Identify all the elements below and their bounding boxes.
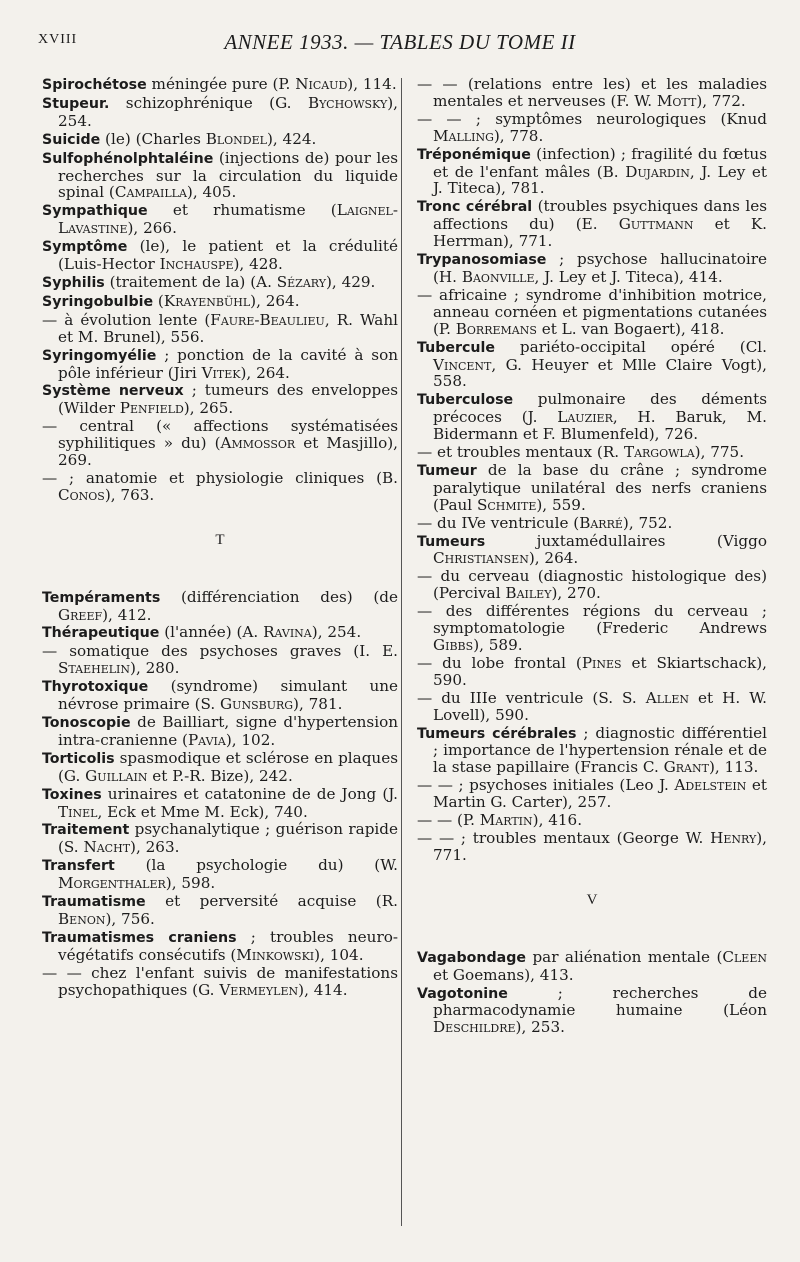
entry-reference: ), 559. [536,495,586,514]
entry-headword: Tubercule [417,339,495,356]
entry-text: urinaires et catatonine de de Jong (J. [101,784,398,803]
index-entry [42,312,398,346]
entry-reference: ), 752. [622,513,673,532]
entry-author: Lauzier [557,408,613,427]
entry-text: psychanalytique ; guérison rapide (S. [58,820,398,857]
entry-author: Ammossor [220,434,296,453]
entry-headword: Thyrotoxique [42,679,149,696]
entry-author: Laignel-Lavastine [58,201,398,238]
index-entry [42,750,398,785]
entry-text: ; diagnostic différentiel ; importance de l'hypertension rénale et de la stase papillaire (Francis C. [433,723,767,777]
entry-author: Nacht [83,838,131,857]
entries-t-continued-block [417,76,767,864]
entry-headword: Traitement [42,822,130,839]
entry-reference: ), 412. [102,605,152,624]
index-entry [42,714,398,749]
entry-headword: Tumeur [417,462,477,479]
entry-reference: ), 254. [58,93,398,130]
index-entry [417,515,767,532]
entry-author: Borremans [455,319,537,338]
entry-headword: Sympathique [42,203,148,220]
entry-author: Gibbs [433,636,474,654]
entry-text: de la base du crâne ; syndrome paralytique unilatéral des nerfs craniens (Paul [433,460,767,514]
entry-author: Conos [58,485,105,504]
entry-headword: Vagotonine [417,985,508,1002]
entry-author: Gunsburg [220,695,294,714]
entry-text: (infection) ; fragilité du fœtus et de l'enfant mâles (B. [433,144,767,181]
entry-reference: et Masjillo), 269. [58,434,398,470]
entry-reference: ), 113. [708,758,759,777]
entries-v-block [417,949,767,1037]
index-entry [417,111,767,145]
entry-headword: Sulfophénolphtaléine [42,150,214,167]
entry-author: Penfield [119,399,184,418]
entry-reference: ), 763. [104,485,155,504]
entry-author: Inchauspe [159,255,234,274]
entry-text: — des différentes régions du cerveau ; symptomatologie (Frederic Andrews [417,602,767,638]
section-letter-t: T [215,531,225,548]
entry-text: (différenciation des) (de [160,587,398,606]
left-column [42,76,398,1000]
entry-author: Mott [656,91,697,110]
entry-headword: Tuberculose [417,392,514,409]
entry-reference: ), 775. [694,443,745,462]
index-entry [417,568,767,602]
entry-reference: ), 405. [186,183,237,202]
entry-reference: ), 428. [233,255,283,274]
entry-reference: ), 589. [473,636,523,654]
entry-text: — — ; psychoses initiales (Leo J. [417,776,675,795]
entry-reference: et K. Herrman), 771. [433,215,767,251]
index-entry [417,725,767,777]
entry-headword: Torticolis [42,750,115,767]
entry-author: Pines [581,653,622,672]
entry-author: Cleen [722,947,767,966]
entry-headword: Symptôme [42,239,128,256]
index-entry [417,339,767,391]
right-column [417,76,767,1037]
entry-text: et rhumatisme ( [147,201,337,220]
entries-t-block [42,589,398,999]
entry-reference: , G. Heuyer et Mlle Claire Vogt), 558. [433,355,767,391]
index-entry [417,812,767,829]
entry-author: Vitek [201,363,241,382]
entry-headword: Syphilis [42,274,105,291]
entry-text: de Bailliart, signe d'hypertension intra-cranienne ( [58,713,398,749]
entry-text: schizophrénique (G. [109,93,308,112]
entry-author: Blondel [205,129,267,148]
entry-reference: et H. W. Lovell), 590. [433,688,767,724]
entry-reference: ), 416. [532,811,583,830]
entry-headword: Vagabondage [417,949,527,966]
entry-author: Henry [710,828,757,847]
entry-author: Grant [663,758,709,777]
entry-headword: Tronc cérébral [417,199,533,216]
entry-reference: ), 771. [433,828,767,864]
entry-text: pariéto-occipital opéré (Cl. [495,337,767,356]
column-divider [401,78,402,1226]
index-entry [417,146,767,198]
entry-author: Faure-Beaulieu [210,310,325,329]
page-header [38,30,762,60]
index-entry [417,985,767,1037]
index-entry [417,830,767,864]
entry-text: — — chez l'enfant suivis de manifestations psychopathiques (G. [42,963,398,999]
entry-text: (le) (Charles [100,129,206,148]
entry-text: juxtamédullaires (Viggo [485,531,767,550]
entry-author: Ravina [263,623,312,642]
entry-text: (l'année) (A. [159,623,264,642]
entry-text: — et troubles mentaux (R. [417,443,624,462]
entry-text: ; ponction de la cavité à son pôle inférieur (Jiri [58,345,398,382]
entry-text: — du lobe frontal ( [417,653,582,672]
entry-text: — du IVe ventricule ( [417,513,580,532]
entry-reference: , Eck et Mme M. Eck), 740. [97,802,308,821]
entry-author: Guillain [85,766,148,785]
index-entry [417,777,767,811]
entry-text: et perversité acquise (R. [145,892,398,911]
entry-reference: ), 280. [130,659,180,678]
entry-author: Bailey [505,584,552,603]
entry-author: Krayenbühl [163,291,251,310]
entry-reference: , H. Baruk, M. Bidermann et F. Blumenfeld), 726. [433,408,767,444]
index-entry [42,857,398,892]
entry-author: Martin [479,811,533,830]
entry-headword: Tumeurs [417,533,486,550]
entry-reference: ), 264. [240,363,290,382]
index-entry [417,690,767,724]
entry-author: Allen [645,688,689,707]
entry-headword: Suicide [42,131,101,148]
entry-reference: ), 264. [250,291,300,310]
index-entry [42,202,398,237]
index-entry [417,655,767,689]
entry-author: Guttmann [618,215,694,234]
entry-text: par aliénation mentale ( [526,947,723,966]
entry-text: — central (« affections systématisées syphilitiques » du) ( [42,417,398,453]
index-entry [42,347,398,382]
index-entry [42,678,398,713]
entry-reference: , J. Ley et J. Titeca), 781. [433,162,768,198]
entry-reference: ), 265. [183,399,234,418]
entry-text: ; tumeurs des enveloppes (Wilder [58,381,398,418]
index-entry [42,965,398,999]
index-entry [42,821,398,856]
entry-reference: ), 598. [165,874,216,893]
index-entry [417,603,767,654]
entry-headword: Tréponémique [417,146,531,163]
entry-author: Malling [433,126,494,145]
index-entry [42,238,398,273]
entry-author: Minkowski [236,945,315,964]
entry-reference: et L. van Bogaert), 418. [536,319,725,338]
entry-text: ; psychose hallucinatoire (H. [433,250,767,286]
entry-text: — du IIIe ventricule (S. S. [417,688,646,707]
entry-headword: Tumeurs cérébrales [417,725,577,742]
entry-author: Adelstein [674,776,747,795]
entry-headword: Toxines [42,786,102,803]
entry-headword: Thérapeutique [42,625,160,642]
entry-text: (le), le patient et la crédulité (Luis-Hector [58,237,398,274]
entry-reference: ), 102. [225,730,276,749]
index-entry [42,643,398,677]
entry-reference: ), 781. [293,695,343,714]
entry-author: Vermeylen [219,980,299,999]
entry-reference: ), 778. [493,126,544,145]
index-entry [42,418,398,469]
entry-text: — — ; troubles mentaux (George W. [417,828,711,847]
entry-text: — africaine ; syndrome d'inhibition motrice, anneau cornéen et pigmentations cutanées (P. [417,285,767,338]
entry-text: (injections de) pour les recherches sur la circulation du liquide spinal ( [58,148,398,202]
index-entry [42,470,398,504]
index-entry [42,131,398,149]
index-entry [417,287,767,338]
entry-author: Bychowsky [307,93,388,112]
entry-text: — ; anatomie et physiologie cliniques (B. [42,468,398,487]
entry-headword: Syringomyélie [42,347,157,364]
entry-reference: , R. Wahl et M. Brunel), 556. [58,310,398,346]
entry-author: Campailla [114,183,187,202]
entry-author: Baonville [461,267,535,286]
entry-reference: ), 253. [515,1018,565,1037]
index-entry [42,95,398,130]
entry-author: Nicaud [295,75,348,93]
entry-author: Targowla [623,443,695,462]
index-entry [417,198,767,250]
index-entry [417,462,767,514]
entry-author: Dujardin [625,162,690,181]
index-entry [417,251,767,286]
entry-text: (syndrome) simulant une névrose primaire (S. [58,677,398,714]
entry-headword: Traumatismes craniens [42,929,237,946]
entry-text: — à évolution lente ( [42,310,211,329]
index-entry [42,76,398,94]
entry-text: — — (P. [417,811,480,830]
index-entry [42,150,398,202]
entry-headword: Traumatisme [42,894,146,911]
entry-author: Staehelin [58,659,131,678]
entry-author: Sézary [276,272,326,291]
index-entry [417,949,767,984]
section-letter-v: V [586,891,598,908]
running-title: ANNEE 1933. — TABLES DU TOME II [224,30,576,54]
entry-text: ; troubles neuro-végétatifs consécutifs ( [58,927,398,964]
entry-text: pulmonaire des déments précoces (J. [433,390,767,427]
entry-reference: et Martin G. Carter), 257. [433,776,768,812]
entry-text: (la psychologie du) (W. [114,856,398,875]
entry-author: Pavia [187,730,226,749]
entry-text: — — (relations entre les) et les maladies mentales et nerveuses (F. W. [417,75,767,110]
entry-author: Barré [579,513,623,532]
entry-author: Benon [58,909,106,928]
entry-headword: Spirochétose [42,77,147,93]
index-entry [42,382,398,417]
entry-reference: ), 263. [130,838,180,857]
entry-text: ( [153,291,164,310]
entry-reference: et P.-R. Bize), 242. [147,766,293,785]
entries-s-block [42,76,398,504]
entry-author: Schmite [476,495,537,514]
entry-reference: ), 254. [311,623,362,642]
entry-text: — du cerveau (diagnostic histologique des) (Percival [417,567,767,603]
entry-reference: ), 772. [696,91,746,110]
entry-text: (troubles psychiques dans les affections du) (E. [433,197,767,234]
entry-author: Tinel [58,802,98,821]
entry-reference: ), 114. [347,75,397,93]
entry-reference: ), 756. [105,909,155,928]
entry-headword: Syringobulbie [42,293,154,310]
index-entry [417,533,767,568]
entry-headword: Stupeur. [42,95,110,112]
entry-text: — somatique des psychoses graves (I. E. [42,642,398,661]
index-entry [42,624,398,642]
entry-author: Greef [58,605,103,624]
entry-reference: ), 270. [551,584,601,603]
index-entry [42,893,398,928]
entry-reference: ), 424. [266,129,317,148]
index-entry [417,444,767,461]
entry-headword: Tonoscopie [42,715,131,731]
index-entry [42,929,398,964]
entry-author: Vincent [433,355,492,374]
index-entry [42,274,398,292]
index-entry [42,786,398,821]
entry-reference: et Goemans), 413. [433,965,574,984]
entry-reference: ), 266. [127,219,177,238]
entry-reference: ), 264. [528,549,579,568]
entry-author: Morgenthaler [58,874,166,893]
entry-reference: ), 414. [298,980,348,999]
page-number: XVIII [38,32,78,47]
index-entry [42,589,398,624]
entry-text: ; recherches de pharmacodynamie humaine (Léon [433,983,767,1020]
entry-reference: , J. Ley et J. Titeca), 414. [534,267,723,286]
entry-text: (traitement de la) (A. [104,272,277,291]
entry-reference: ), 104. [314,945,364,964]
entry-text: spasmodique et sclérose en plaques (G. [58,748,398,785]
entry-headword: Tempéraments [42,589,161,606]
entry-text: méningée pure (P. [146,75,296,93]
index-entry [417,76,767,110]
entry-headword: Transfert [42,858,115,875]
entry-headword: Système nerveux [42,383,184,400]
entry-text: — — ; symptômes neurologiques (Knud [417,109,767,128]
index-entry [42,293,398,311]
index-entry [417,391,767,443]
entry-reference: ), 429. [325,272,376,291]
entry-headword: Trypanosomiase [417,252,547,269]
entry-reference: et Skiartschack), 590. [433,653,767,689]
entry-author: Christiansen [433,549,529,568]
entry-author: Deschildre [433,1018,516,1037]
